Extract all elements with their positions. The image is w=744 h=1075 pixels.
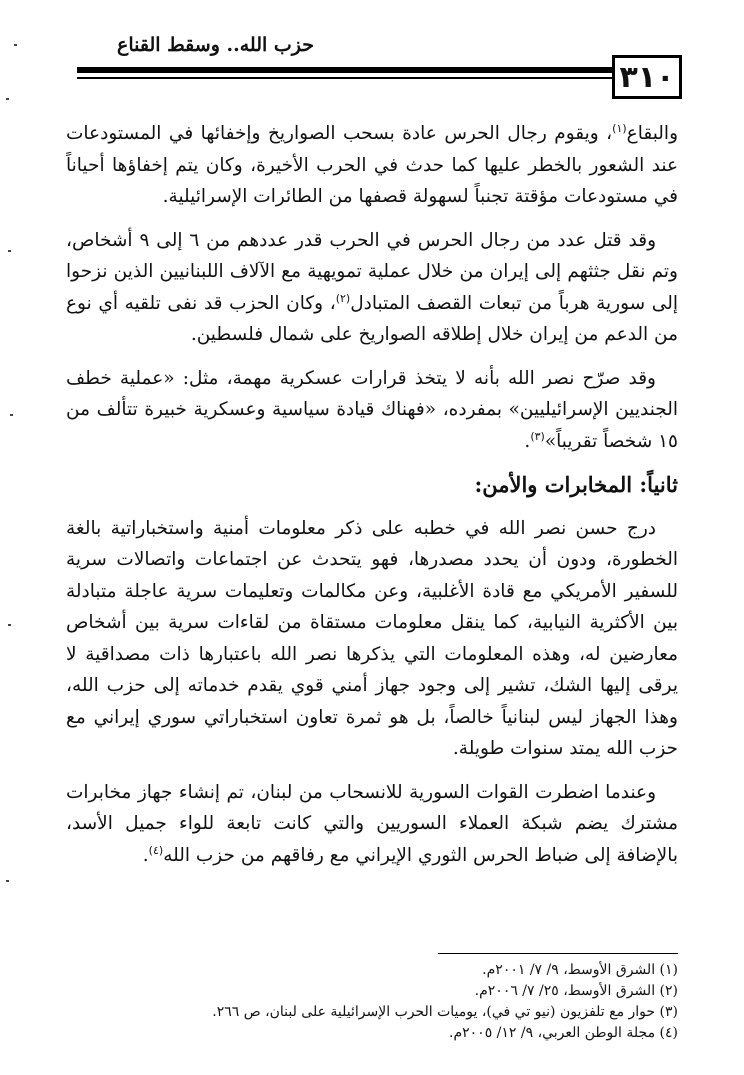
footnote-separator xyxy=(438,953,678,954)
footnote: (٤) مجلة الوطن العربي، ٩/ ١٢/ ٢٠٠٥م. xyxy=(449,1025,678,1041)
body-text xyxy=(66,118,678,883)
scan-speck xyxy=(6,880,9,882)
section-heading: ثانياً: المخابرات والأمن: xyxy=(474,472,678,497)
scan-speck xyxy=(6,98,9,100)
paragraph: درج حسن نصر الله في خطبه على ذكر معلومات أمنية واستخباراتية بالغة الخطورة، ودون أن يحدد مصدرها، فهو يتحدث عن اجتماعات واتصالات سرية للسفير الأمريكي مع قادة الأغلبية، وعن مكالمات وتعليمات سرية عاجلة متبادلة بين الأكثرية النيابية، كما ينقل معلومات مستقاة من لقاءات سرية بين أشخاص معارضين له، وهذه المعلومات التي يذكرها نصر الله باعتبارها ذات مصداقية لا يرقى إليها الشك، تشير إلى وجود جهاز أمني قوي يقدم خدماته إلى حزب الله، وهذا الجهاز ليس لبنانياً خالصاً، بل هو ثمرة تعاون استخباراتي سوري إيراني مع حزب الله يمتد سنوات طويلة. xyxy=(66,517,678,759)
paragraph-text: ، وكان الحزب قد نفى تلقيه أي نوع من الدعم من إيران خلال إطلاقه الصواريخ على شمال فلسطين. xyxy=(66,292,678,345)
paragraph-text: والبقاع xyxy=(626,123,678,144)
footnote-ref: (٤) xyxy=(148,843,164,857)
header-rule-thin xyxy=(77,77,612,79)
paragraph xyxy=(66,363,678,458)
paragraph-text: وقد صرّح نصر الله بأنه لا يتخذ قرارات عسكرية مهمة، مثل: «عملية خطف الجنديين الإسرائيليين» بمفرده، «فهناك قيادة سياسية وعسكرية خبيرة تتألف من ١٥ شخصاً تقريباً» xyxy=(66,367,678,452)
scan-speck xyxy=(14,44,17,46)
page-number: ٣١٠ xyxy=(612,55,682,99)
paragraph xyxy=(66,118,678,213)
footnotes xyxy=(66,960,678,1044)
footnote: (١) الشرق الأوسط، ٩/ ٧/ ٢٠٠١م. xyxy=(482,962,678,978)
footnote-ref: (١) xyxy=(612,121,627,135)
paragraph-text: . xyxy=(142,844,149,866)
paragraph-text: . xyxy=(524,430,531,452)
paragraph-text: وقد قتل عدد من رجال الحرس في الحرب قدر عددهم من ٦ إلى ٩ أشخاص، وتم نقل جثثهم إلى إيران من خلال عملية تمويهية مع الآلاف اللبنانيين الذين نزحوا إلى سورية هرباً من تبعات القصف المتبادل xyxy=(66,229,678,314)
paragraph-text: وعندما اضطرت القوات السورية للانسحاب من لبنان، تم إنشاء جهاز مخابرات مشترك يضم شبكة العملاء السوريين والتي كانت تابعة للواء جميل الأسد، بالإضافة إلى ضباط الحرس الثوري الإيراني مع رفاقهم من حزب الله xyxy=(66,781,678,866)
footnote: (٣) حوار مع تلفزيون (نيو تي في)، يوميات الحرب الإسرائيلية على لبنان، ص ٢٦٦. xyxy=(212,1004,678,1020)
footnote-ref: (٢) xyxy=(335,291,351,305)
footnote: (٢) الشرق الأوسط، ٢٥/ ٧/ ٢٠٠٦م. xyxy=(474,983,678,999)
paragraph xyxy=(66,777,678,872)
scan-speck xyxy=(8,624,11,626)
paragraph xyxy=(66,225,678,351)
footnote-ref: (٣) xyxy=(530,429,545,443)
paragraph-text: ، ويقوم رجال الحرس عادة بسحب الصواريخ وإخفائها في المستودعات عند الشعور بالخطر عليها كما حدث في الحرب الأخيرة، وكان يتم إخفاؤها أحياناً في مستودعات مؤقتة تجنباً لسهولة قصفها من الطائرات الإسرائيلية. xyxy=(66,123,678,207)
header-rule-thick xyxy=(77,67,612,73)
scan-speck xyxy=(10,414,13,416)
running-title: حزب الله.. وسقط القناع xyxy=(116,34,314,56)
scan-speck xyxy=(8,250,11,252)
